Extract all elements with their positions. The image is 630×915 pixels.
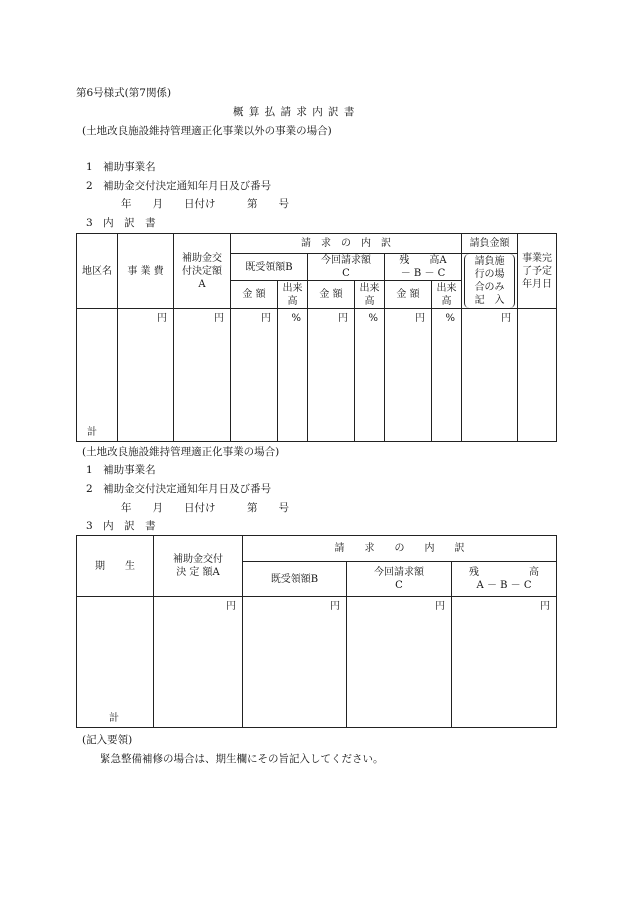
section2-date-line: 年 月 日付け 第 号	[121, 502, 289, 514]
header-claim-breakdown: 請 求 の 内 訳	[231, 234, 462, 254]
header-contract-note-cell	[462, 254, 518, 309]
section2-item-breakdown: 3 内 訳 書	[86, 520, 156, 532]
header-completion-date: 事業完 了予定 年月日	[518, 234, 557, 309]
header-current-claim-2: 今回請求額 C	[347, 562, 452, 597]
header-grant-amount-2: 補助金交付 決 定 額A	[154, 536, 243, 597]
cell-contract-amount: 円	[462, 309, 518, 442]
header-claim-breakdown-2: 請 求 の 内 訳	[243, 536, 557, 562]
header-grant-amount: 補助金交 付決定額 A	[174, 234, 231, 309]
header-amount-balance: 金 額	[385, 281, 432, 309]
cell-completion-date	[518, 309, 557, 442]
header-contract-note: 請負施 行の場 合のみ 記 入	[464, 254, 515, 308]
total-label: 計	[77, 309, 118, 442]
header-progress-b: 出来 高	[278, 281, 308, 309]
cell-balance-amount: 円	[385, 309, 432, 442]
section1-item-breakdown: 3 内 訳 書	[86, 217, 156, 229]
cell-cost: 円	[118, 309, 174, 442]
notes-text: 緊急整備補修の場合は、期生欄にその旨記入してください。	[100, 753, 384, 765]
header-project-cost: 事 業 費	[118, 234, 174, 309]
section1-heading: (土地改良施設維持管理適正化事業以外の事業の場合)	[82, 125, 332, 137]
document-title: 概 算 払 請 求 内 訳 書	[233, 106, 356, 118]
cell-balance-2: 円	[452, 597, 557, 728]
section2-heading: (土地改良施設維持管理適正化事業の場合)	[82, 446, 280, 458]
section2-item-grant-notice: 2 補助金交付決定通知年月日及び番号	[86, 483, 272, 495]
header-progress-c: 出来 高	[355, 281, 385, 309]
cell-received-progress: %	[278, 309, 308, 442]
header-period: 期 生	[77, 536, 154, 597]
header-district: 地区名	[77, 234, 118, 309]
form-number: 第6号様式(第7関係)	[76, 87, 172, 99]
cell-grant: 円	[174, 309, 231, 442]
section1-item-grant-notice: 2 補助金交付決定通知年月日及び番号	[86, 180, 272, 192]
cell-grant-2: 円	[154, 597, 243, 728]
breakdown-table-2	[76, 535, 557, 728]
cell-received-2: 円	[243, 597, 347, 728]
header-balance: 残 高A － B － C	[385, 254, 462, 281]
cell-current-progress: %	[355, 309, 385, 442]
cell-current-amount: 円	[308, 309, 355, 442]
cell-current-2: 円	[347, 597, 452, 728]
header-amount-b: 金 額	[231, 281, 278, 309]
header-balance-2: 残 高 A － B － C	[452, 562, 557, 597]
total-label-2: 計	[77, 597, 154, 728]
header-amount-c: 金 額	[308, 281, 355, 309]
section2-item-project-name: 1 補助事業名	[86, 464, 156, 476]
section1-date-line: 年 月 日付け 第 号	[121, 198, 289, 210]
header-progress-balance: 出来 高	[432, 281, 462, 309]
section1-item-project-name: 1 補助事業名	[86, 161, 156, 173]
header-received-2: 既受領額B	[243, 562, 347, 597]
header-current-claim: 今回請求額 C	[308, 254, 385, 281]
cell-received-amount: 円	[231, 309, 278, 442]
header-contract-amount: 請負金額	[462, 234, 518, 254]
breakdown-table-1	[76, 233, 557, 442]
header-received: 既受領額B	[231, 254, 308, 281]
notes-heading: (記入要領)	[82, 734, 133, 746]
cell-balance-progress: %	[432, 309, 462, 442]
